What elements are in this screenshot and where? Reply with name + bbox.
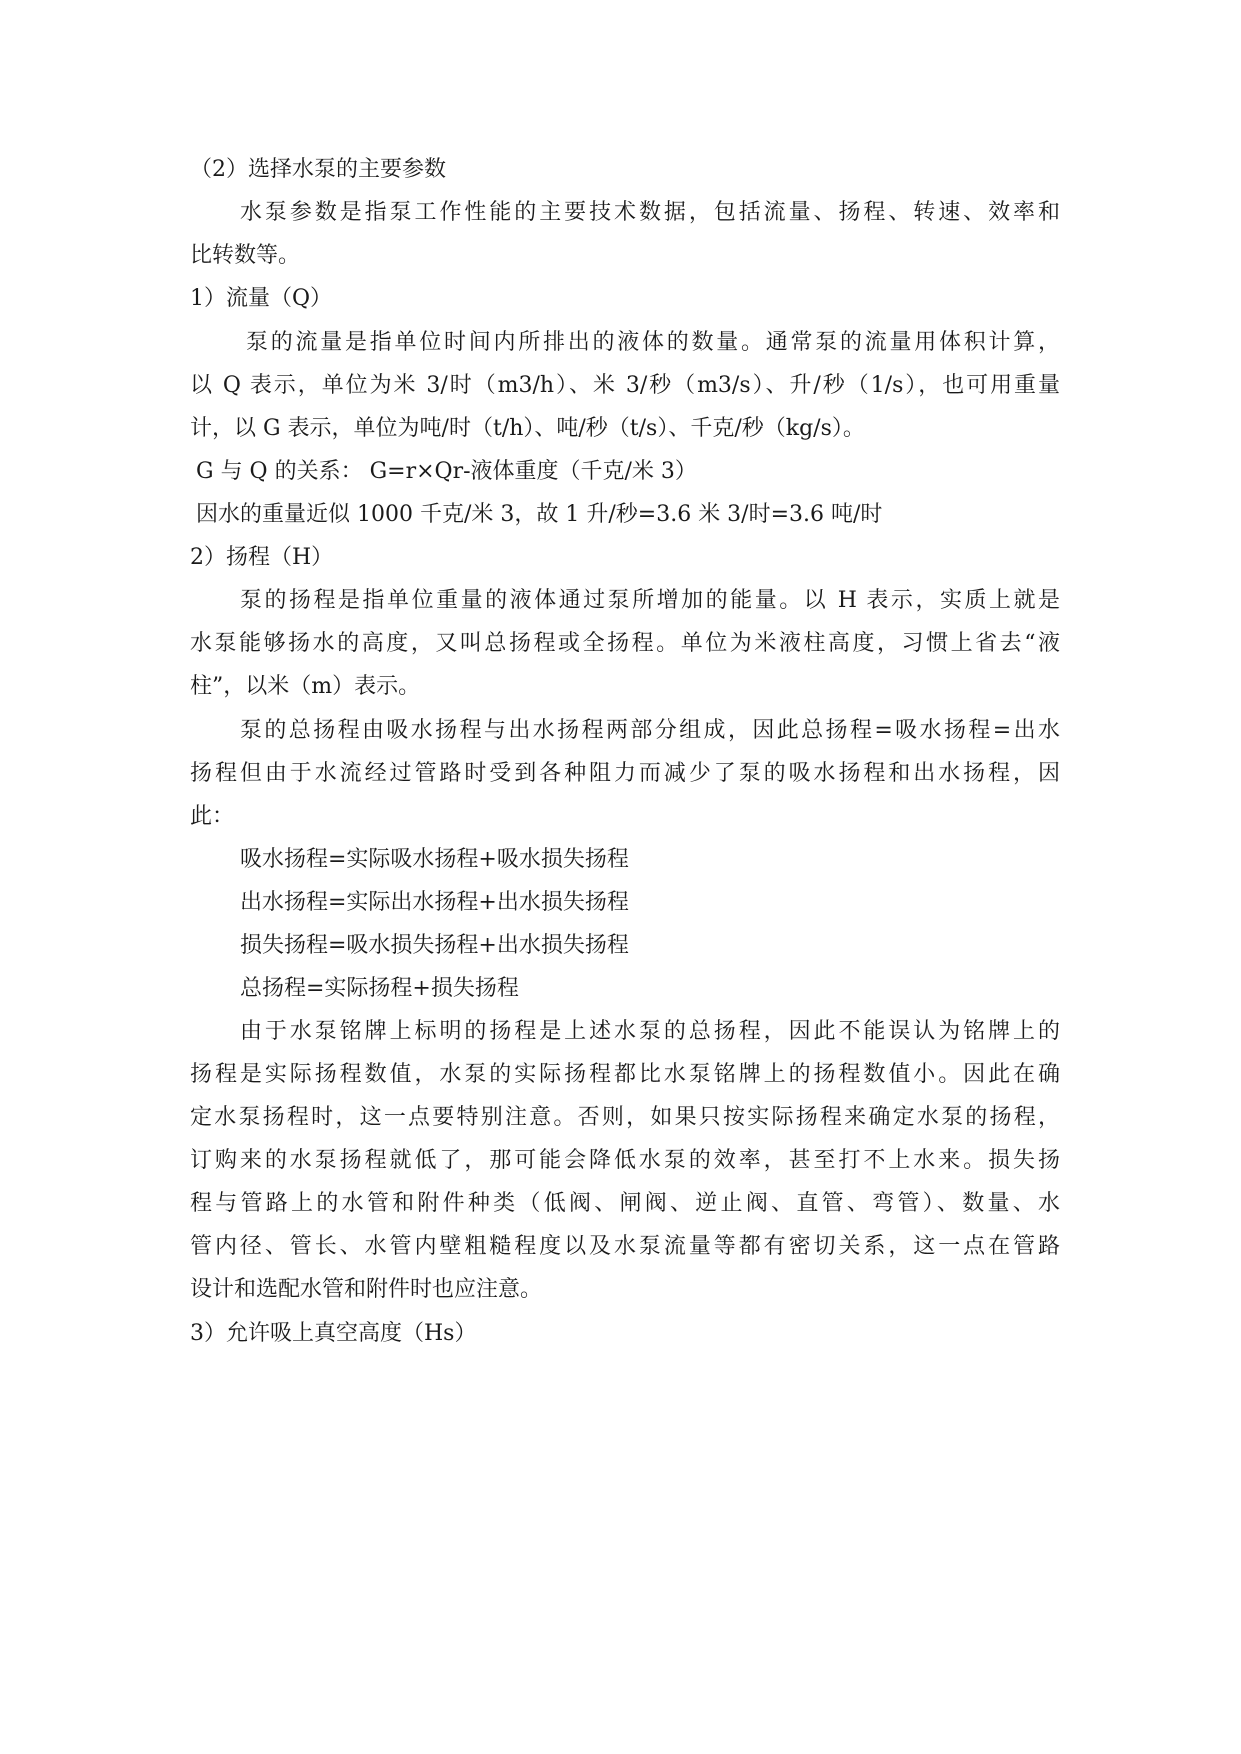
paragraph-line: 程与管路上的水管和附件种类（低阀、闸阀、逆止阀、直管、弯管）、数量、水 (190, 1191, 1060, 1216)
paragraph-line: 扬程但由于水流经过管路时受到各种阻力而减少了泵的吸水扬程和出水扬程，因 (190, 761, 1060, 786)
paragraph-line: 计，以 G 表示，单位为吨/时（t/h）、吨/秒（t/s）、千克/秒（kg/s）。 (190, 416, 865, 441)
formula-line: 吸水扬程=实际吸水扬程+吸水损失扬程 (240, 847, 629, 872)
paragraph-line: 此： (190, 804, 235, 829)
subheading-suction-height: 3）允许吸上真空高度（Hs） (190, 1321, 477, 1346)
paragraph-line: 比转数等。 (190, 243, 301, 268)
paragraph-line: 以 Q 表示，单位为米 3/时（m3/h）、米 3/秒（m3/s）、升/秒（1/s），也可用重量 (190, 373, 1060, 398)
paragraph-line: 水泵参数是指泵工作性能的主要技术数据，包括流量、扬程、转速、效率和 (240, 200, 1060, 225)
formula-line: 出水扬程=实际出水扬程+出水损失扬程 (240, 890, 629, 915)
paragraph-line: 泵的扬程是指单位重量的液体通过泵所增加的能量。以 H 表示，实质上就是 (240, 588, 1060, 613)
formula-line: 因水的重量近似 1000 千克/米 3，故 1 升/秒=3.6 米 3/时=3.6 吨/时 (196, 502, 883, 527)
subheading-head: 2）扬程（H） (190, 545, 334, 570)
formula-line: 损失扬程=吸水损失扬程+出水损失扬程 (240, 933, 629, 958)
paragraph-line: 订购来的水泵扬程就低了，那可能会降低水泵的效率，甚至打不上水来。损失扬 (190, 1148, 1060, 1173)
formula-line: 总扬程=实际扬程+损失扬程 (240, 976, 519, 1001)
paragraph-line: 泵的总扬程由吸水扬程与出水扬程两部分组成，因此总扬程=吸水扬程=出水 (240, 718, 1060, 743)
paragraph-line: 定水泵扬程时，这一点要特别注意。否则，如果只按实际扬程来确定水泵的扬程， (190, 1105, 1060, 1130)
paragraph-line: 由于水泵铭牌上标明的扬程是上述水泵的总扬程，因此不能误认为铭牌上的 (240, 1019, 1060, 1044)
paragraph-line: 泵的流量是指单位时间内所排出的液体的数量。通常泵的流量用体积计算， (246, 330, 1060, 355)
formula-line: G 与 Q 的关系： G=r×Qr-液体重度（千克/米 3） (196, 459, 697, 484)
paragraph-line: 扬程是实际扬程数值，水泵的实际扬程都比水泵铭牌上的扬程数值小。因此在确 (190, 1062, 1060, 1087)
paragraph-line: 柱”，以米（m）表示。 (190, 674, 421, 699)
section-heading-pump-parameters: （2）选择水泵的主要参数 (190, 157, 446, 182)
paragraph-line: 管内径、管长、水管内壁粗糙程度以及水泵流量等都有密切关系，这一点在管路 (190, 1234, 1060, 1259)
paragraph-line: 设计和选配水管和附件时也应注意。 (190, 1277, 543, 1302)
paragraph-line: 水泵能够扬水的高度，又叫总扬程或全扬程。单位为米液柱高度，习惯上省去“液 (190, 631, 1060, 656)
subheading-flow: 1）流量（Q） (190, 286, 333, 311)
